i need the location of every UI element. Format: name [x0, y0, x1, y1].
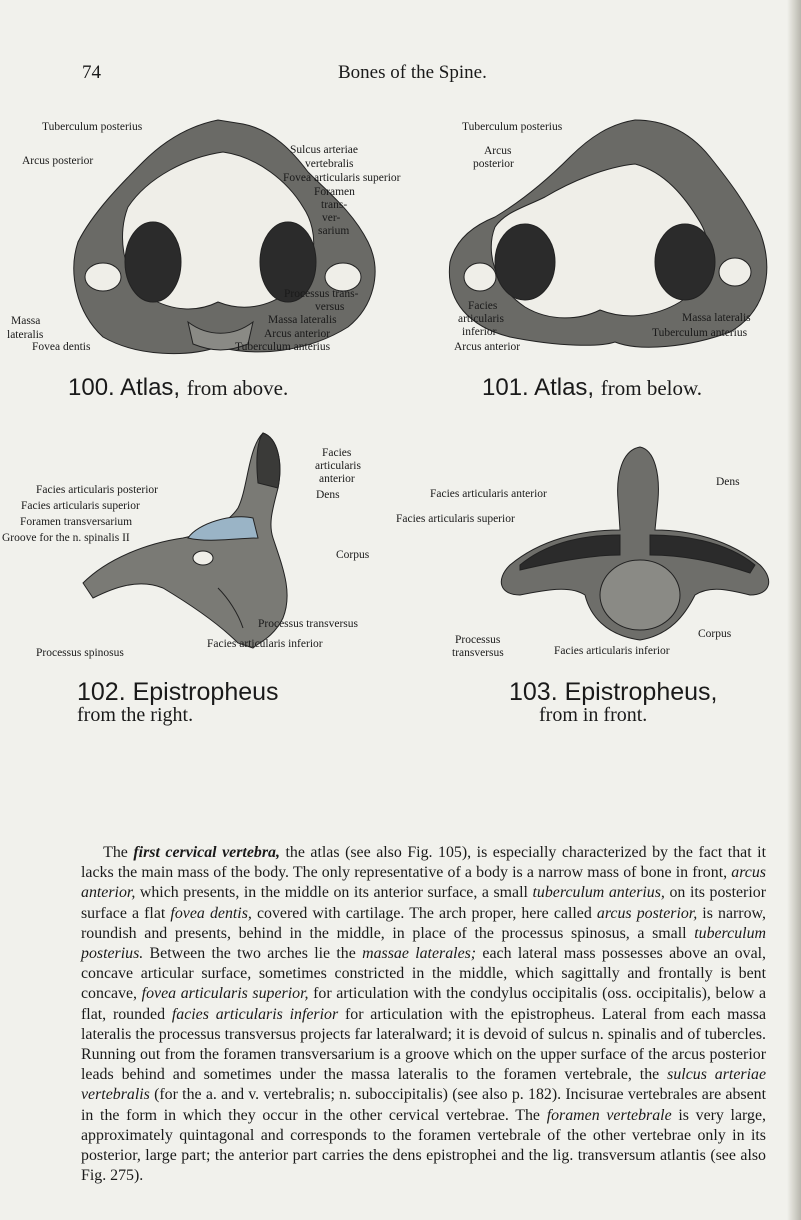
fig102-label-facies-art-sup: Facies articularis superior [21, 500, 140, 512]
fig101-label-arcus-post-b: posterior [473, 158, 514, 170]
fig102-label-facies-art-post: Facies articularis posterior [36, 484, 158, 496]
page-number: 74 [82, 62, 101, 83]
fig103-label-facies-art-sup: Facies articularis superior [396, 513, 515, 525]
fig101-label-arcus-post-a: Arcus [484, 145, 512, 157]
running-title: Bones of the Spine. [338, 62, 487, 83]
fig103-caption-title: 103. Epistropheus, [509, 678, 718, 706]
term-arcus-posterior: arcus posterior, [596, 904, 698, 922]
fig100-caption-sub: from above. [186, 376, 289, 400]
term-facies-articularis-inferior: facies articularis inferior [171, 1005, 339, 1023]
fig101-caption-sub: from below. [600, 376, 703, 400]
fig100-label-fovea-art-sup: Fovea articularis superior [283, 172, 401, 184]
fig103-label-dens: Dens [716, 476, 740, 488]
body-paragraph: The first cervical vertebra, the atlas (see also Fig. 105), is especially characterized by the fact that it lacks the main mass of the body. The only representative of a body is a narrow mass of bone in front, arcus anterior, which presents, in the middle on its anterior surface, a small tuberculum anterius, on its posterior surface a flat fovea dentis, covered with cartilage. The arch proper, here called arcus posterior, is narrow, roundish and presents, behind in the middle, in place of the processus spinosus, a small tuberculum posterius. Between the two arches lie the massae laterales; each lateral mass possesses above an oval, concave articular surface, sometimes constricted in the middle, which sagittally and frontally is bent concave, fovea articularis superior, for articulation with the condylus occipitalis (oss. occipitalis), below a flat, rounded facies articularis inferior for articulation with the epistropheus. Lateral from each massa lateralis the processus transversus projects far lateralward; it is devoid of sulcus n. spinalis and of tubercles. Running out from the foramen transversarium is a groove which on the upper surface of the arcus posterior leads behind and sometimes under the massa lateralis to the foramen vertebrale, the sulcus arteriae vertebralis (for the a. and v. vertebralis; n. suboccipitalis) (see also p. 182). Incisurae vertebrales are absent in the form in which they occur in the other cervical vertebrae. The foramen vertebrale is very large, approximately quintagonal and corresponds to the foramen vertebrale of the other vertebrae only in its posterior, large part; the anterior part carries the dens epistrophei and the lig. transversum atlantis (see also Fig. 275). [81, 844, 767, 1185]
fig102-label-processus-spinosus: Processus spinosus [36, 647, 124, 659]
fig101-caption [482, 374, 702, 402]
fig102-label-corpus: Corpus [336, 549, 370, 561]
term-tuberculum-posterius: tuberculum posterius. [81, 924, 766, 963]
page-edge-shadow [787, 0, 801, 1220]
fig101-label-facies-b: articularis [458, 313, 504, 325]
fig100-caption-number: 100. [68, 374, 115, 401]
fig100-label-foramen-c: ver- [322, 212, 341, 224]
fig101-label-facies-a: Facies [468, 300, 498, 312]
fig101-label-tuberculum-posterius: Tuberculum posterius [462, 121, 563, 133]
fig102-caption-sub: from the right. [77, 704, 194, 726]
fig102-caption-title: 102. Epistropheus [77, 678, 279, 706]
fig100-caption [68, 374, 288, 402]
term-arcus-anterior: arcus anterior, [81, 864, 766, 902]
fig100-label-arcus-anterior: Arcus anterior [264, 328, 331, 340]
fig100-label-processus-trans-b: versus [315, 301, 345, 313]
fig100-label-massa-lateralis: Massa lateralis [268, 314, 337, 326]
term-first-cervical-vertebra: first cervical vertebra, [133, 844, 280, 861]
term-massae-laterales: massae laterales; [362, 945, 477, 963]
fig100-label-foramen-d: sarium [318, 225, 350, 237]
epistropheus-front-illustration [490, 445, 780, 645]
fig100-label-massa-left-b: lateralis [7, 329, 44, 341]
fig103-label-processus-a: Processus [455, 634, 501, 646]
fig100-label-tuberculum-anterius: Tuberculum anterius [235, 341, 331, 353]
fig100-label-massa-left-a: Massa [11, 315, 41, 327]
fig100-label-fovea-dentis: Fovea dentis [32, 341, 91, 353]
fig103-caption-sub: from in front. [539, 704, 648, 726]
fig101-caption-title: Atlas, [534, 374, 595, 401]
fig102-label-facies-art-inf: Facies articularis inferior [207, 638, 323, 650]
fig102-label-facies-ant-c: anterior [319, 473, 355, 485]
fig101-label-arcus-anterior: Arcus anterior [454, 341, 521, 353]
fig102-label-dens: Dens [316, 489, 340, 501]
fig100-label-sulcus-b: vertebralis [305, 158, 354, 170]
fig103-label-facies-art-ant: Facies articularis anterior [430, 488, 547, 500]
fig100-label-processus-trans-a: Processus trans- [284, 288, 359, 300]
fig102-label-facies-ant-a: Facies [322, 447, 352, 459]
fig100-label-sulcus-a: Sulcus arteriae [290, 144, 359, 156]
term-fovea-articularis-superior: fovea articularis superior, [141, 985, 309, 1003]
fig100-label-foramen-a: Foramen [314, 186, 355, 198]
term-tuberculum-anterius: tuberculum anterius, [532, 884, 665, 902]
fig101-label-facies-c: inferior [462, 326, 497, 338]
fig103-label-facies-art-inf: Facies articularis inferior [554, 645, 670, 657]
fig101-label-tuberculum-anterius: Tuberculum anterius [652, 327, 748, 339]
fig100-caption-title: Atlas, [120, 374, 181, 401]
term-sulcus-arteriae-vertebralis: sulcus arteriae vertebralis [81, 1066, 766, 1104]
fig102-label-groove: Groove for the n. spinalis II [2, 532, 130, 544]
fig100-label-tuberculum-posterius: Tuberculum posterius [42, 121, 143, 133]
fig100-label-foramen-b: trans- [321, 199, 348, 211]
fig103-label-processus-b: transversus [452, 647, 504, 659]
fig101-caption-number: 101. [482, 374, 529, 401]
fig102-label-foramen-transversarium: Foramen transversarium [20, 516, 133, 528]
fig102-label-processus-transversus: Processus transversus [258, 618, 358, 630]
term-fovea-dentis: fovea dentis, [170, 904, 252, 922]
fig102-label-facies-ant-b: articularis [315, 460, 361, 472]
fig101-label-massa-lateralis: Massa lateralis [682, 312, 751, 324]
term-foramen-vertebrale: foramen vertebrale [546, 1106, 672, 1124]
fig103-label-corpus: Corpus [698, 628, 732, 640]
fig100-label-arcus-posterior: Arcus posterior [22, 155, 94, 167]
